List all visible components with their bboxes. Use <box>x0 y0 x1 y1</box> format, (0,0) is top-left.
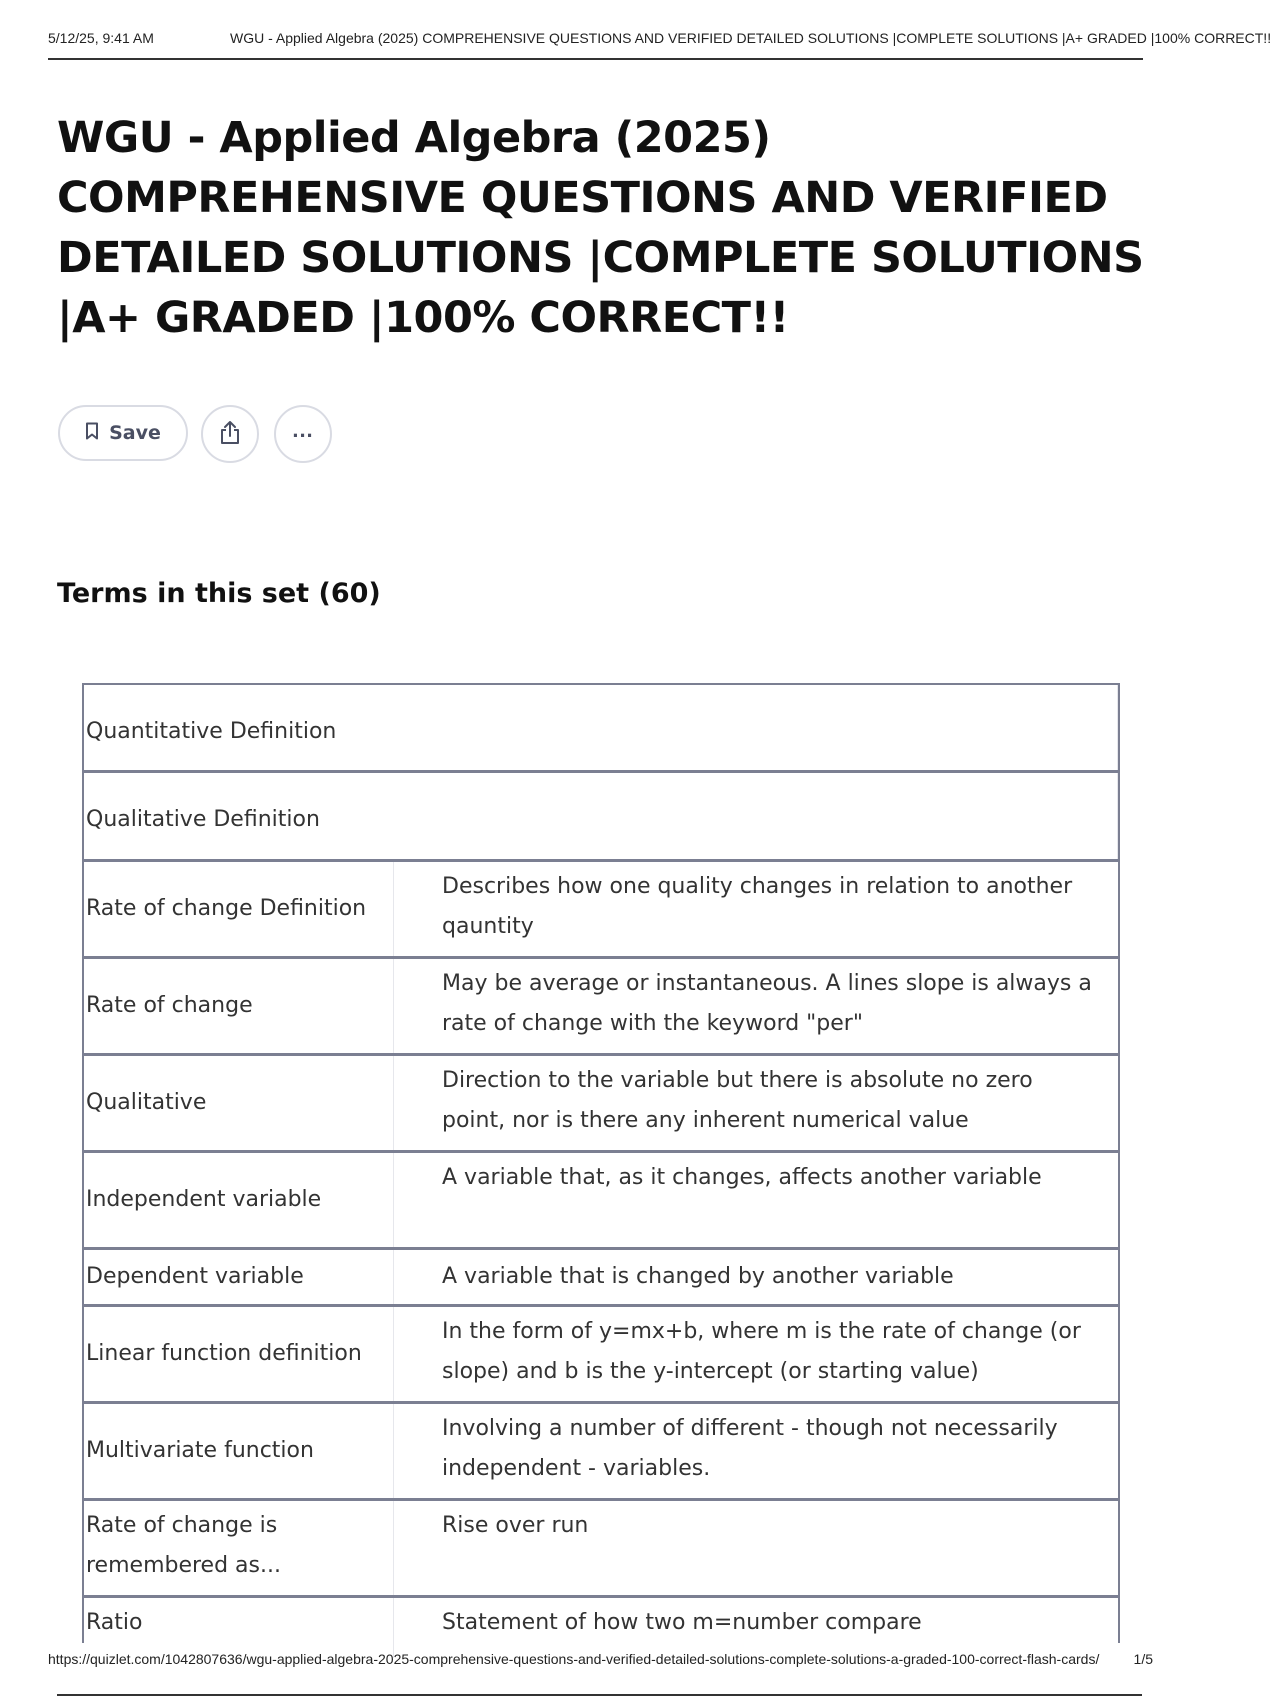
term-text: Independent variable <box>84 1153 394 1247</box>
definition-text: A variable that, as it changes, affects another variable <box>442 1165 1042 1190</box>
term-row <box>84 1250 1118 1307</box>
page-number: 1/5 <box>1133 1651 1153 1667</box>
term-row <box>84 773 1118 862</box>
print-doc-title: WGU - Applied Algebra (2025) COMPREHENSIVE QUESTIONS AND VERIFIED DETAILED SOLUTIONS |COMPLETE SOLUTIONS |A+ GRADED |100% CORRECT!! <box>230 30 1271 46</box>
term-text: Rate of change Definition <box>84 862 394 956</box>
definition-text: May be average or instantaneous. A lines slope is always a rate of change with the keyword "per" <box>442 971 1092 1036</box>
term-text: Multivariate function <box>84 1404 394 1498</box>
save-button[interactable] <box>58 405 188 461</box>
share-button[interactable] <box>201 405 259 463</box>
print-url: https://quizlet.com/1042807636/wgu-applied-algebra-2025-comprehensive-questions-and-verified-detailed-solutions-complete-solutions-a-graded-100-correct-flash-cards/ <box>48 1651 1100 1667</box>
term-text: Rate of change is remembered as... <box>84 1501 394 1595</box>
definition-text: A variable that is changed by another variable <box>442 1264 954 1289</box>
term-row <box>84 1307 1118 1404</box>
bottom-rule <box>57 1694 1142 1696</box>
definition-text: Statement of how two m=number compare <box>442 1610 922 1635</box>
term-row <box>84 959 1118 1056</box>
term-text: Dependent variable <box>84 1250 394 1304</box>
term-text: Linear function definition <box>84 1307 394 1401</box>
term-row <box>84 862 1118 959</box>
term-row <box>84 1404 1118 1501</box>
share-icon <box>218 419 242 450</box>
term-row <box>84 1501 1118 1598</box>
more-icon: ... <box>292 417 314 442</box>
term-text: Qualitative Definition <box>84 773 1118 859</box>
term-text: Quantitative Definition <box>84 685 1118 770</box>
print-header <box>48 30 1271 60</box>
page-title: WGU - Applied Algebra (2025) COMPREHENSIVE QUESTIONS AND VERIFIED DETAILED SOLUTIONS |COMPLETE SOLUTIONS |A+ GRADED |100% CORRECT!! <box>57 113 1144 343</box>
term-row <box>84 685 1118 773</box>
terms-heading: Terms in this set (60) <box>57 578 381 609</box>
term-text: Qualitative <box>84 1056 394 1150</box>
definition-text: Describes how one quality changes in relation to another qauntity <box>442 874 1073 939</box>
terms-table <box>82 683 1120 1643</box>
definition-text: Direction to the variable but there is absolute no zero point, nor is there any inherent numerical value <box>442 1068 1033 1133</box>
term-row <box>84 1598 1118 1658</box>
term-text: Rate of change <box>84 959 394 1053</box>
more-options-button[interactable] <box>274 405 332 463</box>
term-text: Ratio <box>84 1598 394 1658</box>
definition-text: Involving a number of different - though not necessarily independent - variables. <box>442 1416 1058 1481</box>
definition-text: In the form of y=mx+b, where m is the rate of change (or slope) and b is the y-intercept (or starting value) <box>442 1319 1081 1384</box>
save-label: Save <box>109 422 161 444</box>
term-row <box>84 1056 1118 1153</box>
print-date: 5/12/25, 9:41 AM <box>48 30 154 46</box>
term-row <box>84 1153 1118 1250</box>
bookmark-icon <box>85 422 99 445</box>
definition-text: Rise over run <box>442 1513 589 1538</box>
